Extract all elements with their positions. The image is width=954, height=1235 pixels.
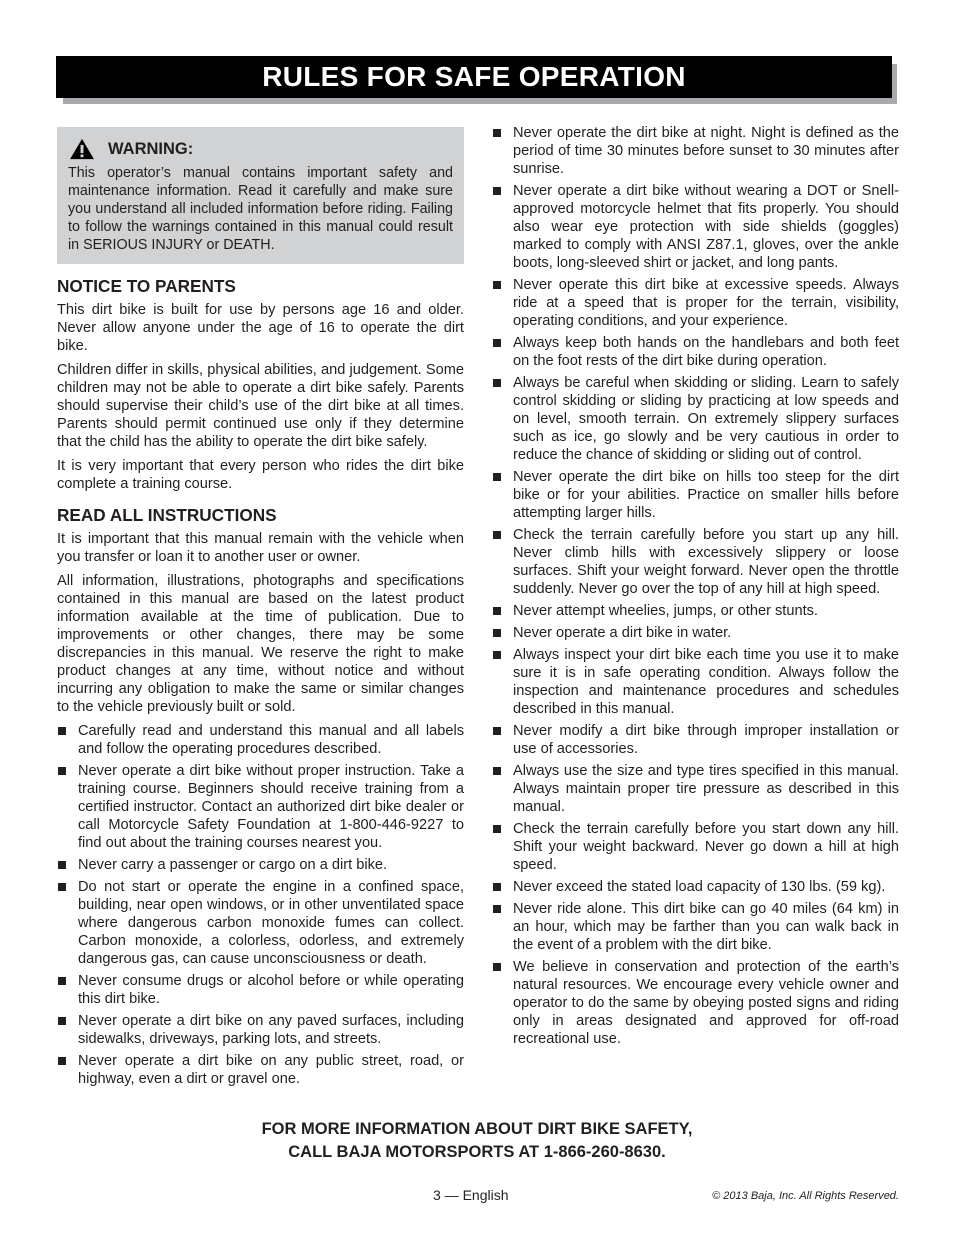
bullet-square-icon (493, 963, 501, 971)
bullet-square-icon (493, 651, 501, 659)
bullet-square-icon (493, 905, 501, 913)
read-paragraph: It is important that this manual remain with the vehicle when you transfer or loan it to another user or owner. (57, 531, 464, 565)
bullet-text: Never ride alone. This dirt bike can go 40 miles (64 km) in an hour, which may be farther than you can walk back in the event of a problem with the dirt bike. (513, 901, 899, 953)
bullet-square-icon (493, 727, 501, 735)
bullet-square-icon (493, 607, 501, 615)
bullet-item (57, 856, 464, 874)
bullet-item (492, 762, 899, 816)
left-bullet-list (57, 722, 464, 1088)
bullet-square-icon (493, 379, 501, 387)
bullet-text: Check the terrain carefully before you start down any hill. Shift your weight backward. Never go down a hill at high speed. (513, 821, 899, 873)
bullet-item (492, 878, 899, 896)
bullet-item (492, 374, 899, 464)
bullet-text: Never operate a dirt bike without wearing a DOT or Snell-approved motorcycle helmet that fits properly. You should also wear eye protection with side shields (goggles) marked to comply with ANSI Z87.1, gloves, over the ankle boots, long-sleeved shirt or jacket, and long pants. (513, 183, 899, 271)
warning-title: WARNING: (108, 139, 194, 158)
bullet-text: Never operate the dirt bike at night. Night is defined as the period of time 30 minutes before sunset to 30 minutes after sunrise. (513, 125, 899, 177)
bullet-text: Never carry a passenger or cargo on a dirt bike. (78, 857, 388, 873)
notice-paragraph: It is very important that every person who rides the dirt bike complete a training course. (57, 458, 464, 492)
bullet-text: Never operate a dirt bike in water. (513, 625, 732, 641)
bullet-item (492, 526, 899, 598)
bullet-item (492, 276, 899, 330)
bullet-text: Never operate a dirt bike on any paved surfaces, including sidewalks, driveways, parking lots, and streets. (78, 1013, 464, 1047)
read-paragraph: All information, illustrations, photographs and specifications contained in this manual are based on the latest product information available at the time of publication. Due to improvements or other changes, there may be some discrepancies in this manual. We reserve the right to make product changes at any time, without notice and without incurring any obligation to make the same or similar changes to the vehicle previously built or sold. (57, 573, 464, 715)
bullet-square-icon (493, 629, 501, 637)
bullet-text: Always use the size and type tires specified in this manual. Always maintain proper tire pressure as described in this manual. (513, 763, 899, 815)
bullet-square-icon (493, 531, 501, 539)
read-heading: READ ALL INSTRUCTIONS (57, 505, 277, 525)
bullet-square-icon (58, 1017, 66, 1025)
bullet-text: Check the terrain carefully before you start up any hill. Never climb hills with excessively slippery or loose surfaces. Shift your weight forward. Never open the throttle suddenly. Never go over the top of any hill at high speed. (513, 527, 899, 597)
bullet-item (57, 1012, 464, 1048)
bullet-item (492, 900, 899, 954)
bullet-item (492, 182, 899, 272)
bullet-item (492, 124, 899, 178)
notice-paragraph: Children differ in skills, physical abilities, and judgement. Some children may not be able to operate a dirt bike safely. Parents should supervise their child’s use of the dirt bike at all times. Parents should permit continued use only if they determine that the child has the ability to operate the dirt bike safely. (57, 362, 464, 450)
bullet-item (57, 1052, 464, 1088)
warning-text: This operator’s manual contains important safety and maintenance information. Read it carefully and make sure you understand all included information before riding. Failing to follow the warnings contained in this manual could result in SERIOUS INJURY or DEATH. (68, 165, 453, 253)
bullet-text: Never operate this dirt bike at excessive speeds. Always ride at a speed that is proper for the terrain, visibility, operating conditions, and your experience. (513, 277, 899, 329)
bullet-item (492, 646, 899, 718)
bullet-text: Do not start or operate the engine in a confined space, building, near open windows, or in other unventilated space where dangerous carbon monoxide fumes can collect. Carbon monoxide, a colorless, odorless, and extremely dangerous gas, can cause unconsciousness or death. (78, 879, 464, 967)
bullet-text: Always keep both hands on the handlebars and both feet on the foot rests of the dirt bike during operation. (513, 335, 899, 369)
bullet-text: Never exceed the stated load capacity of 130 lbs. (59 kg). (513, 879, 886, 895)
bullet-item (492, 722, 899, 758)
notice-section (57, 276, 464, 493)
bullet-square-icon (58, 977, 66, 985)
bullet-text: Always inspect your dirt bike each time you use it to make sure it is in safe operating condition. Always follow the inspection and maintenance procedures and schedules described in this manual. (513, 647, 899, 717)
bullet-square-icon (58, 727, 66, 735)
bullet-item (492, 334, 899, 370)
bullet-item (492, 958, 899, 1048)
bullet-text: Never operate the dirt bike on hills too steep for the dirt bike or for your abilities. Practice on smaller hills before attempting larger hills. (513, 469, 899, 521)
bullet-item (57, 878, 464, 968)
bullet-square-icon (493, 883, 501, 891)
copyright-notice: © 2013 Baja, Inc. All Rights Reserved. (712, 1190, 899, 1202)
bullet-item (57, 972, 464, 1008)
bullet-square-icon (493, 187, 501, 195)
bullet-square-icon (493, 473, 501, 481)
bullet-item (492, 624, 899, 642)
bullet-square-icon (58, 767, 66, 775)
bullet-text: We believe in conservation and protection of the earth’s natural resources. We encourage every vehicle owner and operator to do the same by obeying posted signs and riding only in areas designated and approved for off-road recreational use. (513, 959, 899, 1047)
bullet-square-icon (493, 767, 501, 775)
bullet-square-icon (58, 1057, 66, 1065)
bullet-square-icon (493, 129, 501, 137)
bullet-text: Never modify a dirt bike through improper installation or use of accessories. (513, 723, 899, 757)
bullet-item (57, 722, 464, 758)
bullet-item (492, 820, 899, 874)
bullet-item (492, 602, 899, 620)
footer-line: CALL BAJA MOTORSPORTS AT 1-866-260-8630. (288, 1143, 666, 1161)
bullet-text: Always be careful when skidding or sliding. Learn to safely control skidding or sliding by practicing at low speeds and on level, smooth terrain. On extremely slippery surfaces such as ice, go slowly and be very cautious in order to reduce the chance of skidding or sliding out of control. (513, 375, 899, 463)
right-column (492, 124, 899, 1052)
bullet-text: Never consume drugs or alcohol before or while operating this dirt bike. (78, 973, 464, 1007)
header-banner (56, 56, 892, 98)
page-title: RULES FOR SAFE OPERATION (262, 61, 686, 92)
left-column (57, 127, 464, 1092)
footer-info-message (0, 1118, 954, 1164)
page-number: 3 — English (433, 1187, 509, 1203)
warning-box (57, 127, 464, 264)
bullet-text: Never operate a dirt bike on any public street, road, or highway, even a dirt or gravel one. (78, 1053, 464, 1087)
bullet-square-icon (493, 825, 501, 833)
notice-paragraph: This dirt bike is built for use by persons age 16 and older. Never allow anyone under the age of 16 to operate the dirt bike. (57, 302, 464, 354)
bullet-square-icon (58, 883, 66, 891)
bullet-item (57, 762, 464, 852)
bullet-text: Never operate a dirt bike without proper instruction. Take a training course. Beginners should receive training from a certified instructor. Contact an authorized dirt bike dealer or call Motorcycle Safety Foundation at 1-800-446-9227 to find out about the training courses nearest you. (78, 763, 464, 851)
bullet-square-icon (493, 281, 501, 289)
warning-header (68, 138, 453, 160)
bullet-text: Never attempt wheelies, jumps, or other stunts. (513, 603, 818, 619)
footer-line: FOR MORE INFORMATION ABOUT DIRT BIKE SAFETY, (261, 1120, 693, 1138)
bullet-item (492, 468, 899, 522)
notice-heading: NOTICE TO PARENTS (57, 276, 236, 296)
bullet-square-icon (58, 861, 66, 869)
bullet-text: Carefully read and understand this manual and all labels and follow the operating procedures described. (78, 723, 464, 757)
right-bullet-list (492, 124, 899, 1048)
warning-triangle-icon (68, 138, 96, 160)
bullet-square-icon (493, 339, 501, 347)
read-instructions-section (57, 505, 464, 1088)
